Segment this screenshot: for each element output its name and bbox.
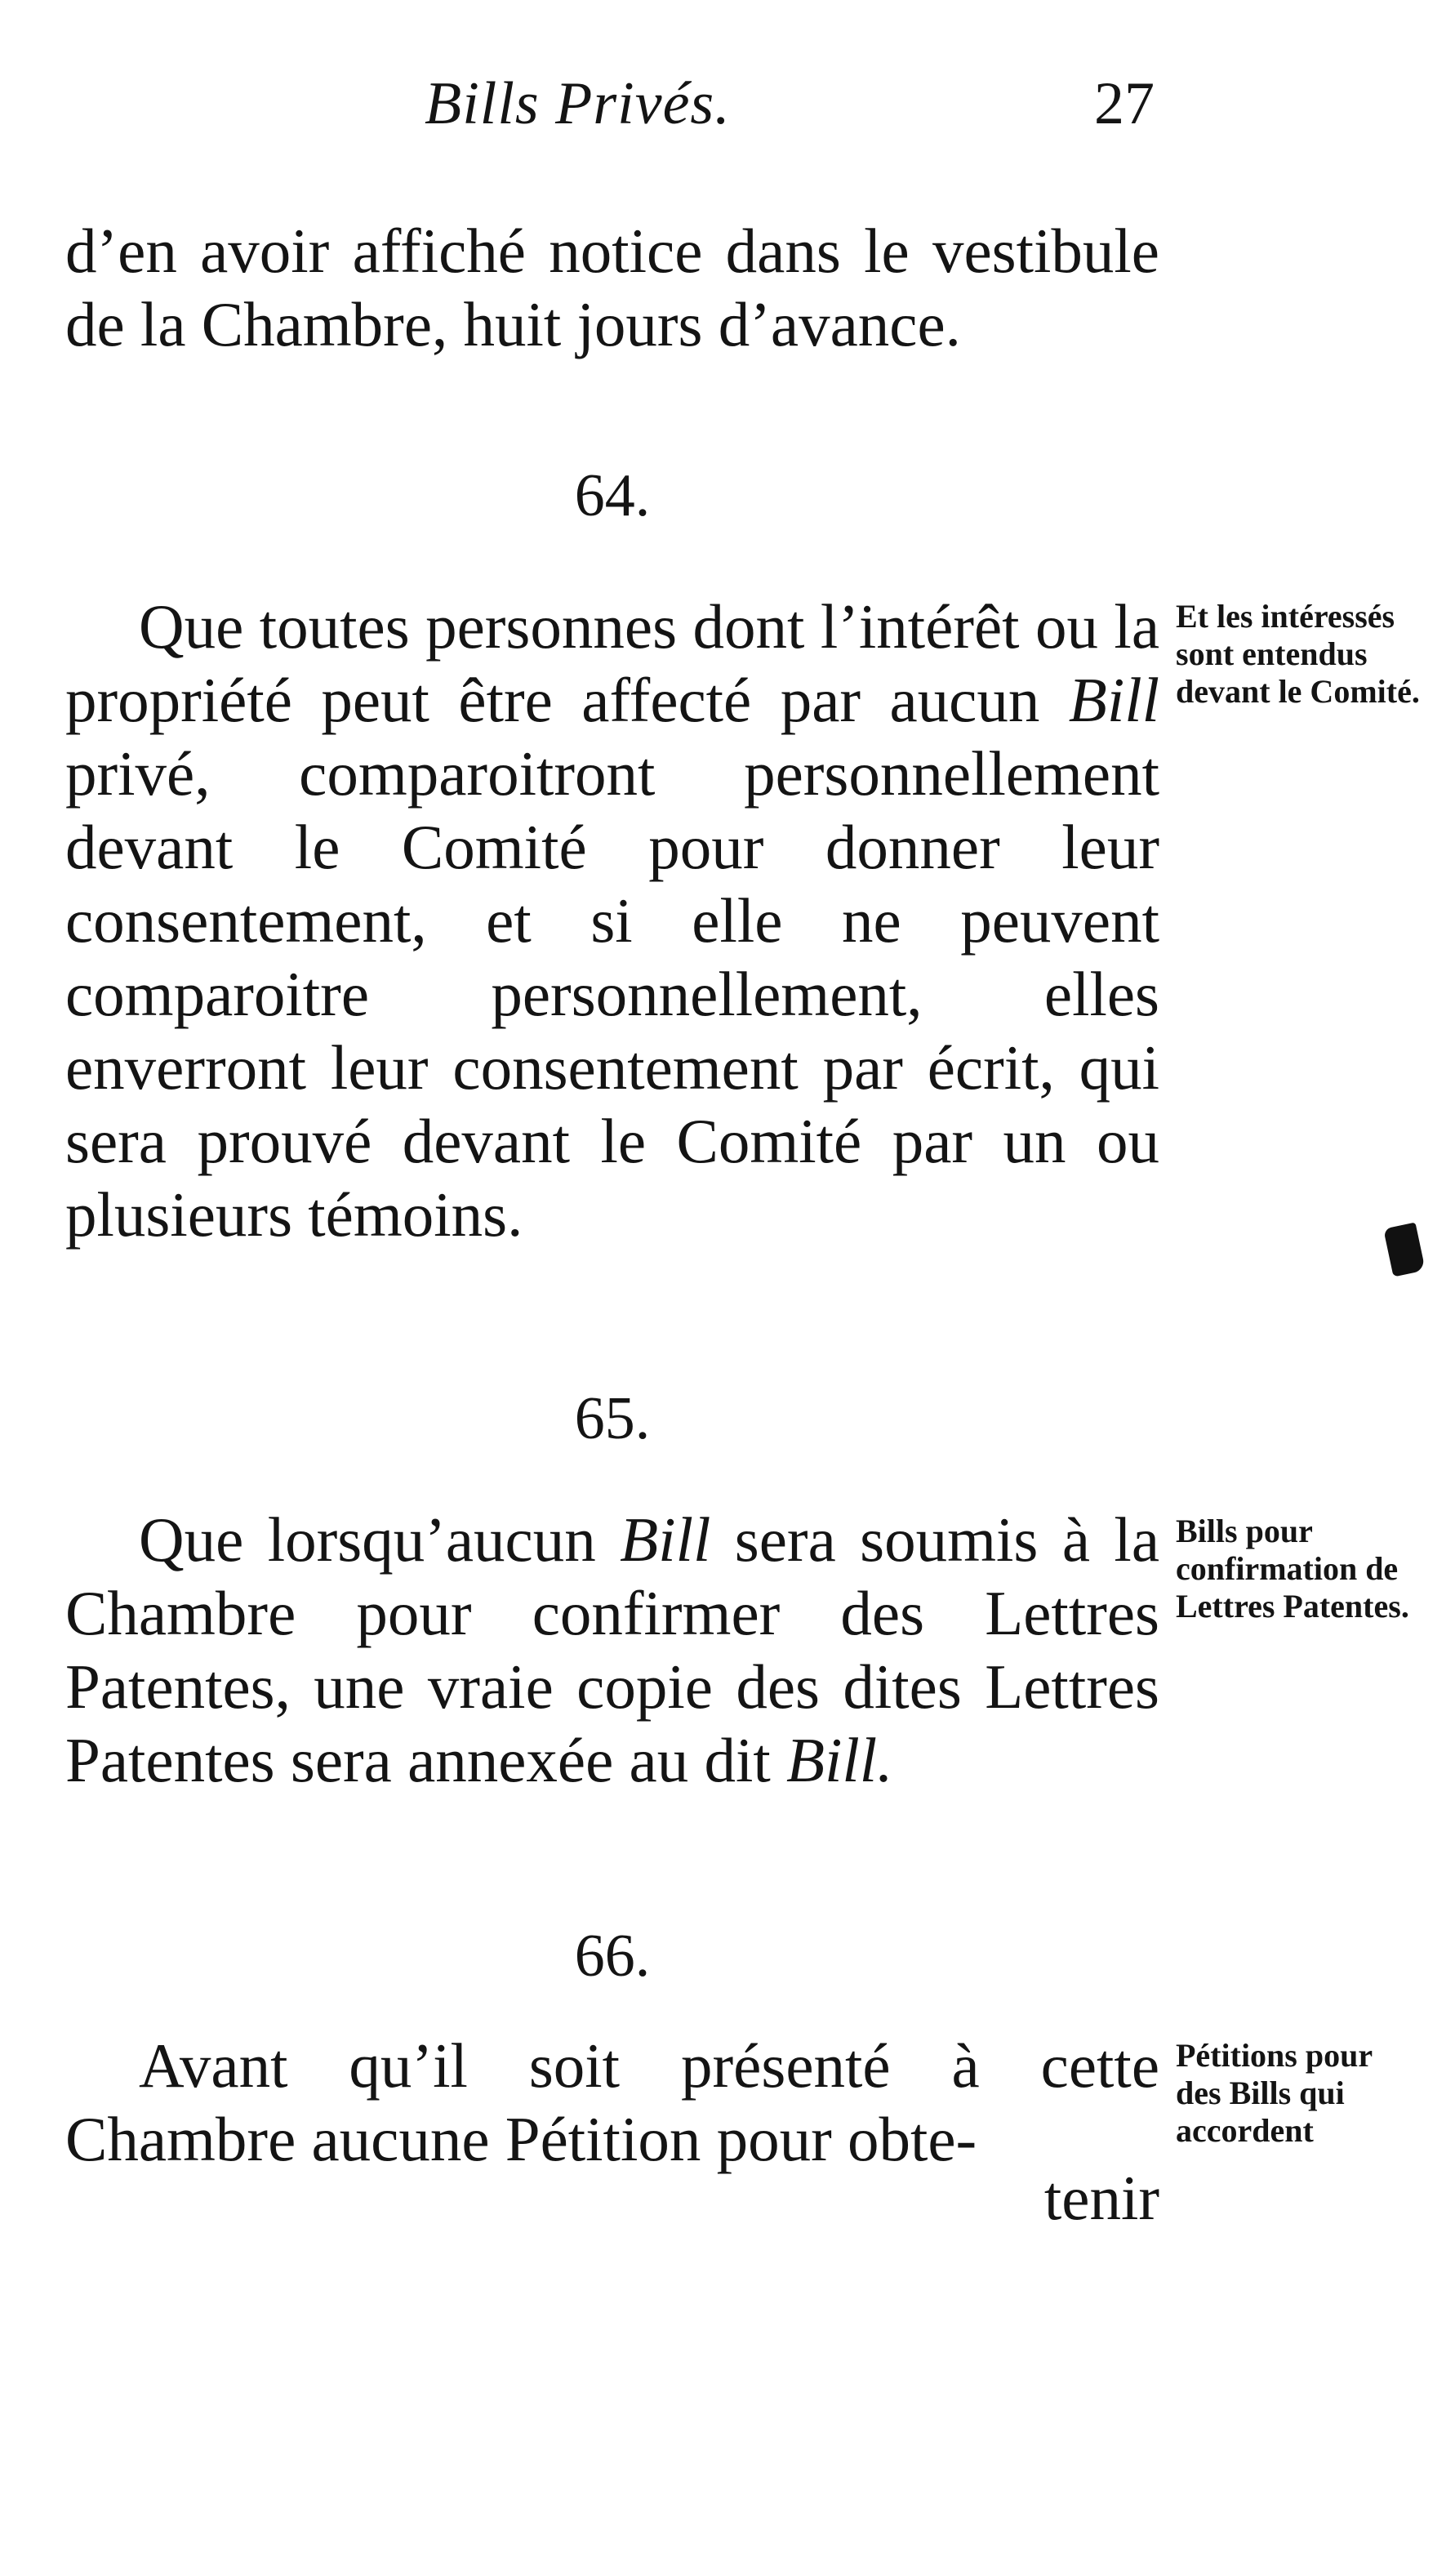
section-64-text: Que toutes personnes dont l’intérêt ou la propriété peut être affecté par aucun Bill privé, comparoitront personnellement devant le Comité pour donner leur consentement, et si elle ne peuvent comparoitre personnellement, elles enverront leur consentement par écrit, qui sera prouvé devant le Comité par un ou plusieurs témoins. — [65, 591, 1159, 1250]
section-66-paragraph — [65, 2029, 1159, 2176]
section-number-66: 66. — [574, 1923, 651, 1990]
page-number: 27 — [1094, 70, 1155, 137]
section-65-paragraph — [65, 1503, 1159, 1797]
section-number-64: 64. — [574, 462, 651, 529]
section-64-paragraph — [65, 590, 1159, 1251]
ink-blot — [1383, 1222, 1426, 1277]
running-title: Bills Privés. — [425, 70, 731, 137]
continuation-text: d’en avoir affiché notice dans le vestibule de la Chambre, huit jours d’avance. — [65, 216, 1159, 359]
bill-italic: Bill. — [785, 1725, 893, 1795]
section-66-text: Avant qu’il soit présenté à cette Chambre aucune Pétition pour obte- — [65, 2030, 1159, 2174]
margin-note-64: Et les intéressés sont entendus devant le Comité. — [1176, 598, 1420, 710]
margin-note-66: Pétitions pour des Bills qui accordent — [1176, 2037, 1373, 2149]
bill-italic: Bill — [1068, 665, 1159, 735]
continuation-paragraph — [65, 214, 1159, 361]
section-65-text: Que lorsqu’aucun Bill sera soumis à la Chambre pour confirmer des Lettres Patentes, une vraie copie des dites Lettres Patentes sera annexée au dit Bill. — [65, 1504, 1159, 1795]
bill-italic: Bill — [620, 1504, 711, 1575]
margin-note-65: Bills pour confirmation de Lettres Patentes. — [1176, 1513, 1409, 1624]
running-head — [0, 67, 1455, 140]
section-number-65: 65. — [574, 1385, 651, 1452]
catchword: tenir — [1043, 2163, 1159, 2233]
